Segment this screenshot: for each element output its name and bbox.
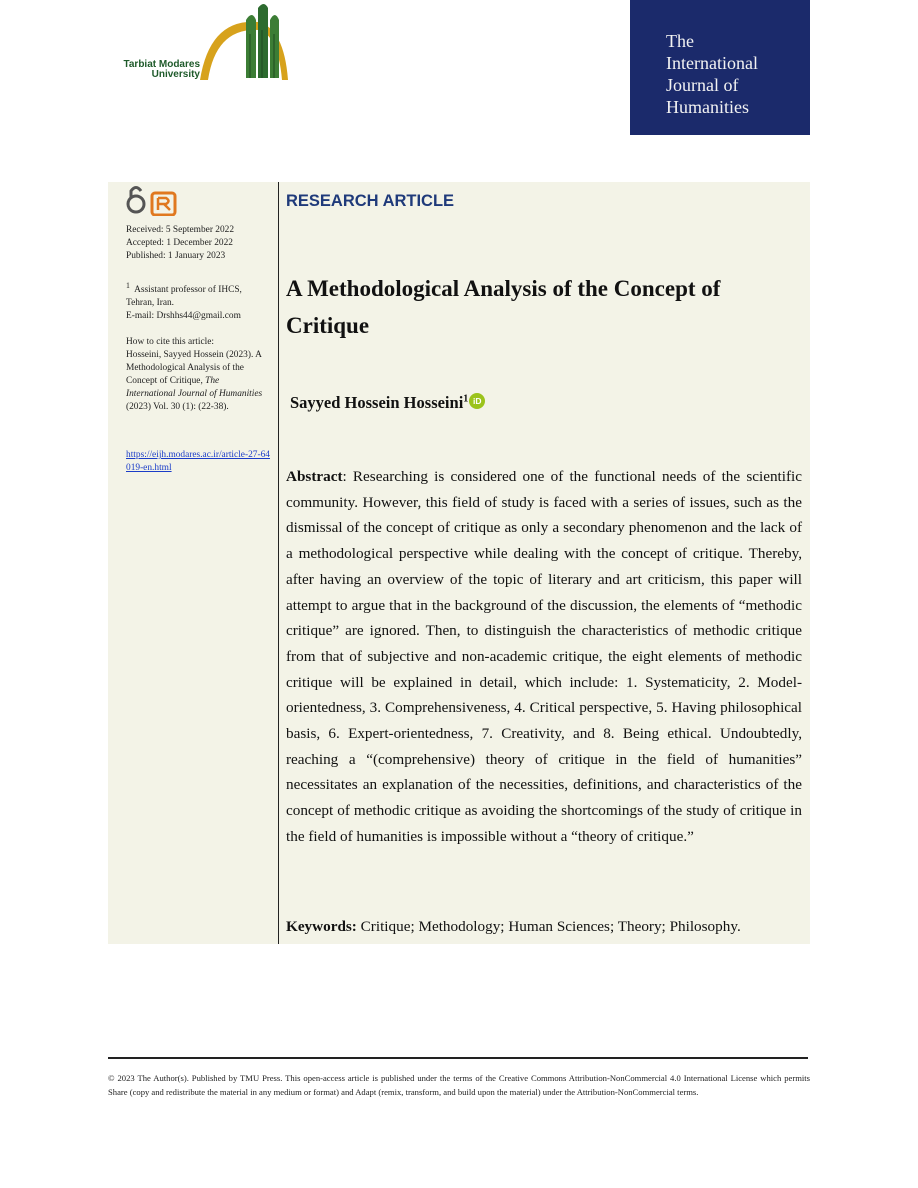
column-divider: [278, 182, 279, 944]
university-name: Tarbiat Modares University: [123, 59, 200, 80]
journal-title: The International Journal of Humanities: [666, 31, 758, 117]
footer-divider: [108, 1057, 808, 1059]
article-title: A Methodological Analysis of the Concept of Critique: [286, 276, 721, 338]
article-link[interactable]: https://eijh.modares.ac.ir/article-27-64019-en.html: [126, 450, 270, 473]
keywords: Keywords: Critique; Methodology; Human Sciences; Theory; Philosophy.: [286, 918, 741, 935]
article-dates: Received: 5 September 2022 Accepted: 1 December 2022 Published: 1 January 2023: [126, 225, 235, 261]
orcid-icon[interactable]: iD: [469, 393, 485, 409]
abstract: Abstract: Researching is considered one of the functional needs of the scientific community. However, this field of study is faced with a series of issues, such as the dismissal of the concept of critique as only a secondary phenomenon and the lack of a methodological perspective while dealing with the concept of critique. Thereby, after having an overview of the topic of literary and art criticism, this paper will attempt to argue that in the background of the discussion, the elements of “methodic critique” are ignored. Then, to distinguish the characteristics of methodic critique from that of subjective and non-academic critique, the eight elements of methodic critique will be explained in detail, which include: 1. Systematicity, 2. Model-orientedness, 3. Comprehensiveness, 4. Critical perspective, 5. Having philosophical basis, 6. Expert-orientedness, 7. Creativity, and 8. Being ethical. Undoubtedly, reaching a “(comprehensive) theory of critique in the field of humanities” necessitates an explanation of the necessities, definitions, and characteristics of the concept of methodic critique as avoiding the shortcomings of the study of critique in the field of humanities is impossible without a “theory of critique.”: [286, 468, 802, 845]
author-name: Sayyed Hossein Hosseini$^1$ iD: [290, 393, 806, 413]
author-affiliation: $^1$ Assistant professor of IHCS, Tehran, Iran. E-mail: Drshhs44@gmail.com: [126, 279, 270, 323]
license-notice: © 2023 The Author(s). Published by TMU Press. This open-access article is published under the terms of the Creative Commons Attribution-NonCommercial 4.0 International License which permits Share (copy and redistribute the material in any medium or format) and Adapt (remix, transform, and build upon the material) under the Attribution-NonCommercial terms.: [108, 1073, 810, 1097]
citation-block: How to cite this article: Hosseini, Sayyed Hossein (2023). A Methodological Analysis of the Concept of Critique, The International Journal of Humanities (2023) Vol. 30 (1): (22-38).: [126, 337, 263, 412]
article-type: RESEARCH ARTICLE: [286, 192, 455, 210]
open-access-icon: [124, 184, 184, 216]
author-email: E-mail: Drshhs44@gmail.com: [126, 311, 241, 322]
